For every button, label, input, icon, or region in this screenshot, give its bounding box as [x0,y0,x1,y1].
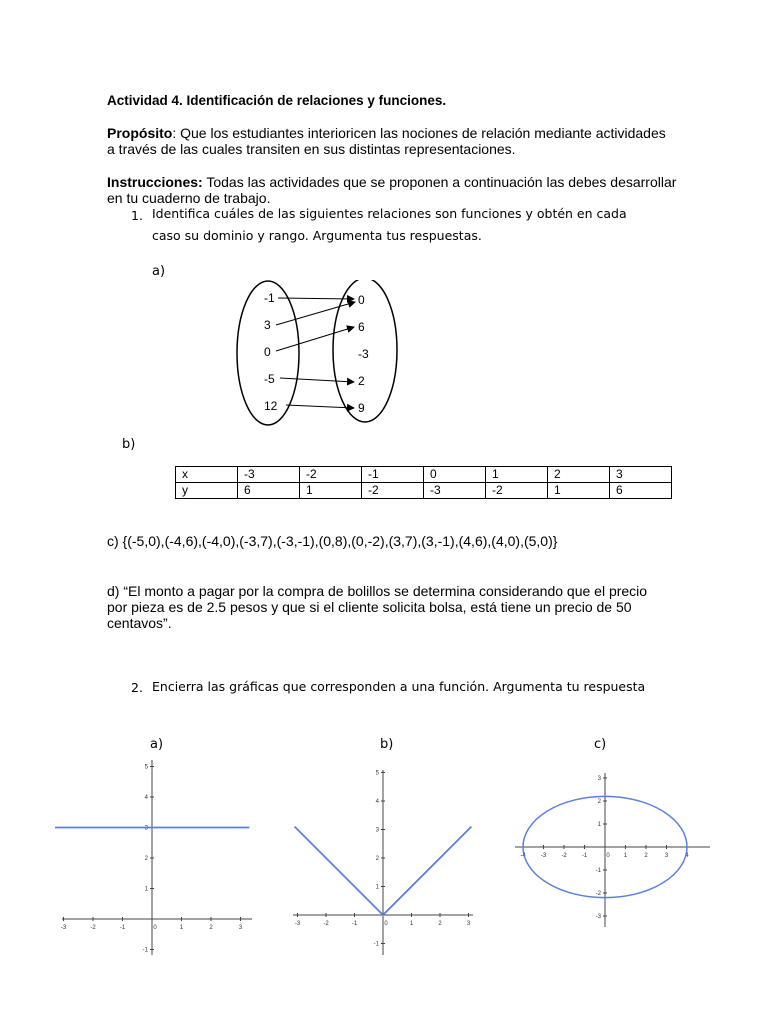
y-tick-label: 2 [375,856,379,862]
y-tick-label: -3 [595,914,601,920]
xy-table [175,466,672,499]
table-cell: 6 [238,483,300,499]
table-cell: -3 [424,483,486,499]
y-tick-label: 4 [375,799,379,805]
codomain-value: -3 [358,347,369,361]
x-tick-label: -1 [119,925,126,931]
item1-text: Identifica cuáles de las siguientes relaciones son funciones y obtén en cada caso su dominio y rango. Argumenta tus respuestas. [152,206,627,243]
graph-b-label: b) [380,737,394,752]
table-cell: 2 [548,467,610,483]
instructions-text: Todas las actividades que se proponen a continuación las debes desarrollar en tu cuaderno de trabajo. [107,174,677,206]
table-cell: y [176,483,238,499]
purpose-paragraph [107,125,677,157]
x-tick-label: 0 [153,925,157,931]
y-tick-label: 3 [144,825,148,832]
x-tick-label: -2 [90,925,96,931]
part-b-label: b) [122,437,136,452]
y-tick-label: 1 [597,822,601,828]
x-tick-label: -3 [540,853,547,859]
x-tick-label: -1 [581,853,588,859]
arrow-diagram [230,280,410,430]
y-tick-label: -2 [595,891,601,897]
x-tick-label: -2 [323,921,329,927]
x-tick-label: -3 [60,925,67,931]
domain-value: 0 [264,345,271,359]
x-tick-label: -4 [520,853,526,859]
y-tick-label: -1 [142,947,148,954]
graph-c-label: c) [594,737,607,752]
x-tick-label: 2 [644,853,648,859]
table-cell: -2 [362,483,424,499]
table-cell: x [176,467,238,483]
table-row [176,483,672,499]
y-tick-label: 4 [144,795,148,801]
table-cell: 1 [486,467,548,483]
table-cell: 3 [610,467,672,483]
domain-value: 12 [264,399,278,413]
y-tick-label: -1 [373,941,379,948]
x-tick-label: 0 [384,921,388,927]
codomain-value: 0 [358,293,365,307]
x-tick-label: 1 [623,853,628,859]
codomain-value: 2 [358,374,365,388]
x-tick-label: 3 [466,921,471,927]
codomain-value: 6 [358,320,365,334]
graph-a-label: a) [150,737,164,752]
graph-a [55,755,260,960]
x-tick-label: 1 [179,925,184,931]
table-cell: -1 [362,467,424,483]
item2-number: 2. [131,680,143,695]
mapping-arrow [276,327,354,351]
domain-value: -1 [264,291,275,305]
y-tick-label: 5 [144,764,148,771]
table-cell: 1 [548,483,610,499]
part-a-label: a) [152,264,166,279]
x-tick-label: 1 [409,921,414,927]
table-cell: 0 [424,467,486,483]
y-tick-label: 5 [375,770,379,777]
domain-value: 3 [264,318,271,332]
table-cell: 6 [610,483,672,499]
y-tick-label: 2 [144,856,148,862]
purpose-label: Propósito [107,125,173,141]
domain-value: -5 [264,372,275,386]
codomain-value: 9 [358,401,365,415]
table-cell: 1 [300,483,362,499]
x-tick-label: 3 [664,853,669,859]
x-tick-label: 2 [209,925,213,931]
y-tick-label: 1 [144,886,148,893]
y-tick-label: 1 [375,884,379,891]
x-tick-label: -3 [294,921,301,927]
instructions-label: Instrucciones: [107,174,203,190]
x-tick-label: 3 [238,925,243,931]
y-tick-label: 2 [597,799,601,805]
y-tick-label: -1 [595,868,601,874]
part-d-text: d) “El monto a pagar por la compra de bolillos se determina considerando que el precio por pieza es de 2.5 pesos y que si el cliente solicita bolsa, está tiene un precio de 50 centavos”. [107,583,648,631]
activity-title: Actividad 4. Identificación de relaciones y funciones. [107,93,447,108]
graph-c [510,770,715,930]
mapping-arrow [280,378,354,382]
item1-number: 1. [131,208,143,223]
instructions-paragraph [107,174,677,206]
y-tick-label: 3 [597,776,601,782]
part-c-text: c) {(-5,0),(-4,6),(-4,0),(-3,7),(-3,-1),(0,8),(0,-2),(3,7),(3,-1),(4,6),(4,0),(5,0)} [107,533,558,549]
mapping-arrow [276,302,355,325]
x-tick-label: 2 [438,921,442,927]
table-row [176,467,672,483]
table-cell: -2 [300,467,362,483]
purpose-text: : Que los estudiantes interioricen las nociones de relación mediante actividades a través de las cuales transiten en sus distintas representaciones. [107,125,666,157]
x-tick-label: -1 [351,921,358,927]
graph-b [288,765,478,960]
x-tick-label: 4 [685,853,689,859]
item2-text: Encierra las gráficas que corresponden a una función. Argumenta tu respuesta [152,679,646,694]
x-tick-label: 0 [606,853,610,859]
y-tick-label: 3 [375,827,379,834]
table-cell: -3 [238,467,300,483]
x-tick-label: -2 [561,853,567,859]
table-cell: -2 [486,483,548,499]
